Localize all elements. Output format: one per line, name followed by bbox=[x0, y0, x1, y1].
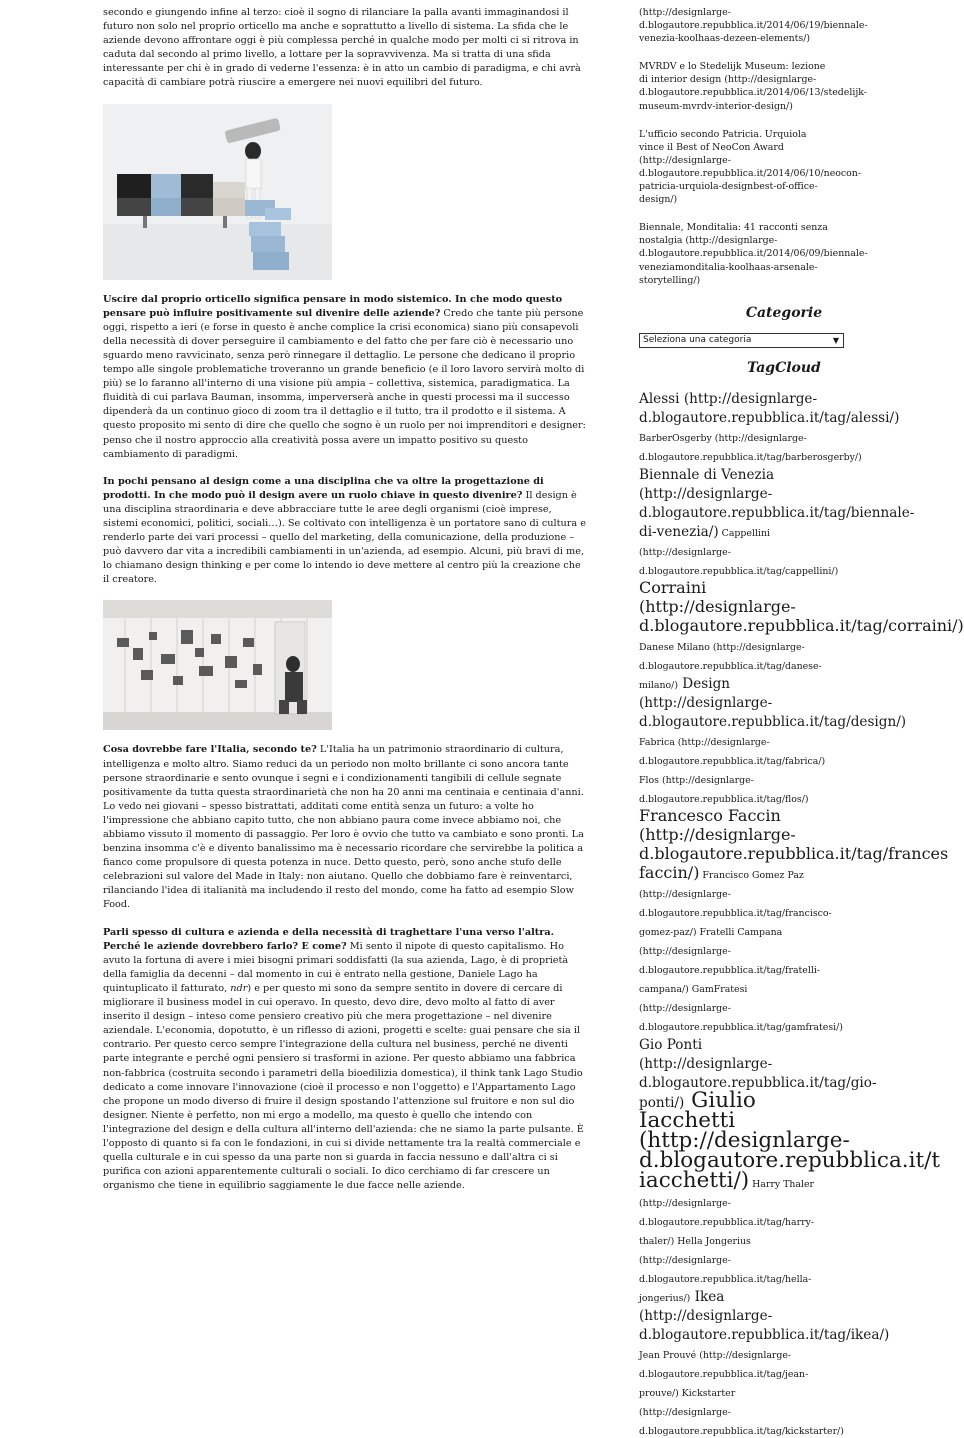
paragraph-text: secondo e giungendo infine al terzo: cioè il sogno di rilanciare la palla avanti immaginandosi il futuro non solo nel proprio orticello ma anche e soprattutto a livello di sistema. La sfida che le aziende devono affrontare oggi è più complessa perché in qualche modo per molti ci si ritrova in caduta dal secondo al primo livello, a lottare per la sopravvivenza. Ma si tratta di una sfida interessante per chi è in grado di vederne l'essenza: è in atto un cambio di paradigma, e chi avrà capacità di cambiare potrà riuscire a emergere nei nuovi equilibri del futuro. bbox=[103, 7, 581, 89]
tag-link[interactable]: Gio Ponti (http://designlarge- d.blogautore.repubblica.it/tag/gio- ponti/) bbox=[639, 1036, 877, 1111]
question: Cosa dovrebbe fare l'Italia, secondo te? bbox=[103, 744, 317, 756]
tag-link[interactable]: BarberOsgerby (http://designlarge- d.blogautore.repubblica.it/tag/barberosgerby/) bbox=[639, 432, 862, 463]
recent-post-link[interactable]: MVRDV e lo Stedelijk Museum: lezione di interior design (http://designlarge- d.blogautore.repubblica.it/2014/06/13/stedelijk- museum-mvrdv-interior-design/) bbox=[639, 61, 867, 112]
tagcloud-heading: TagCloud bbox=[747, 359, 821, 376]
paragraph bbox=[103, 475, 589, 588]
paragraph bbox=[103, 293, 589, 462]
tag-link[interactable]: Jean Prouvé (http://designlarge- d.blogautore.repubblica.it/tag/jean- prouve/) Kickstarter (http://designlarge- d.blogautore.repubblica.it/tag/kickstarter/) bbox=[639, 1349, 844, 1437]
wall-photo bbox=[103, 600, 332, 730]
wall-illustration bbox=[103, 600, 332, 730]
categories-heading: Categorie bbox=[745, 304, 823, 321]
tag-link[interactable]: Ikea (http://designlarge- d.blogautore.repubblica.it/tag/ikea/) bbox=[639, 1288, 890, 1343]
editor-note: ndr bbox=[230, 982, 248, 994]
article-body bbox=[103, 6, 589, 1206]
tag-link[interactable]: Cappellini (http://designlarge- d.blogautore.repubblica.it/tag/cappellini/) bbox=[639, 527, 839, 577]
paragraph bbox=[103, 6, 589, 91]
tag-link[interactable]: Corraini (http://designlarge- d.blogautore.repubblica.it/tag/corraini/) bbox=[639, 577, 964, 635]
recent-post-link[interactable]: L'ufficio secondo Patricia. Urquiola vince il Best of NeoCon Award (http://designlarge- d.blogautore.repubblica.it/2014/06/10/neocon- patricia-urquiola-designbest-of-office- design/) bbox=[639, 128, 862, 206]
sidebar bbox=[639, 6, 964, 1438]
answer: Mi sento il nipote di questo capitalismo. Ho avuto la fortuna di avere i miei bisogni primari soddisfatti (la sua azienda, Lago, è di proprietà della famiglia da decenni – dal momento in cui è entrato nella gestione, Daniele Lago ha quintuplicato il fatturato, bbox=[103, 940, 569, 994]
tag-cloud bbox=[639, 388, 964, 1438]
answer: Il design è una disciplina straordinaria e deve abbracciare tutte le aree degli organismi (cioè imprese, sistemi economici, politici, sociali…). Se coltivato con intelligenza è un portatore sano di cultura e renderlo parte dei vari processi – quello del marketing, della comunicazione, della produzione – può davvero dar vita a incredibili cambiamenti in un'azienda, ad esempio. Alcuni, più bravi di me, lo chiamano design thinking e per come lo intendo io deve mettere al centro più la creazione che il creatore. bbox=[103, 489, 586, 586]
question: Parli spesso di cultura e azienda e della necessità di traghettare l'una verso l'altra. Perché le aziende dovrebbero farlo? E come? bbox=[103, 926, 555, 952]
tag-link[interactable]: Giulio Iacchetti (http://designlarge- d.blogautore.repubblica.it/t iacchetti/) bbox=[639, 1087, 941, 1193]
recent-post-link[interactable]: (http://designlarge- d.blogautore.repubblica.it/2014/06/19/biennale- venezia-koolhaas-dezeen-elements/) bbox=[639, 7, 868, 45]
question: In pochi pensano al design come a una disciplina che va oltre la progettazione di prodotti. In che modo può il design avere un ruolo chiave in questo divenire? bbox=[103, 475, 544, 501]
category-select[interactable] bbox=[639, 333, 844, 348]
dropdown-arrow-icon: ▼ bbox=[832, 335, 839, 345]
paragraph bbox=[103, 743, 589, 912]
paragraph bbox=[103, 926, 589, 1194]
tag-link[interactable]: Danese Milano (http://designlarge- d.blogautore.repubblica.it/tag/danese- milano/) bbox=[639, 641, 822, 691]
tag-link[interactable]: Harry Thaler (http://designlarge- d.blogautore.repubblica.it/tag/harry- thaler/) Hella Jongerius (http://designlarge- d.blogautore.repubblica.it/tag/hella- jongerius/) bbox=[639, 1178, 815, 1304]
tag-link[interactable]: Francisco Gomez Paz (http://designlarge- d.blogautore.repubblica.it/tag/francisco- gomez-paz/) Fratelli Campana (http://designlarge- d.blogautore.repubblica.it/tag/fratelli- campana/) GamFratesi (http://designlarge- d.blogautore.repubblica.it/tag/gamfratesi/) bbox=[639, 869, 843, 1033]
tag-link[interactable]: Alessi (http://designlarge- d.blogautore.repubblica.it/tag/alessi/) bbox=[639, 390, 900, 426]
category-select-value: Seleziona una categoria bbox=[643, 334, 752, 345]
answer: ) e per questo mi sono da sempre sentito in dovere di cercare di migliorare il business model in cui operavo. In questo, devo dire, devo molto al fatto di aver inserito il design – inteso come pensiero creativo più che mera progettazione – nel divenire aziendale. L'economia, dopotutto, è un riflesso di azioni, progetti e scelte: guai pensare che sia il contrario. Per questo cerco sempre l'integrazione della cultura nel business, perché ne diventi parte integrante e perché ogni pensiero si trasformi in azione. Per questo abbiamo una fabbrica non-fabbrica (costruita secondo i parametri della bioedilizia domestica), il think tank Lago Studio dedicato a come innovare l'innovazione (cioè il processo e non l'oggetto) e l'Appartamento Lago che propone un modo diverso di fruire il design spostando l'attenzione sul fruitore e non sul dio designer. Niente è perfetto, non mi ergo a modello, ma questo è quello che intendo con l'integrazione del design e della cultura all'interno dell'azienda: che ne siamo la parte pulsante. È l'opposto di quanto si fa con le fondazioni, in cui si divide nettamente tra la realtà commerciale e quella culturale e in cui spesso da una parte non si guarda in faccia nessuno e dall'altra ci si purifica con azioni apparentemente culturali o sociali. Io dico cerchiamo di far crescere un organismo che tiene in equilibrio saggiamente le due facce nelle aziende. bbox=[103, 982, 584, 1192]
answer: Credo che tante più persone oggi, rispetto a ieri (e forse in questo è anche complice la crisi economica) siano più consapevoli della necessità di dover perseguire il cambiamento e del fatto che per fare ciò è necessario uno sguardo meno ravvicinato, senza però rinnegare il dettaglio. Le persone che dedicano il proprio tempo alle singole problematiche troveranno un grande beneficio (e il loro lavoro servirà molto di più) se lo faranno all'interno di una visione più ampia – collettiva, sistemica, paradigmatica. La fluidità di cui parlava Bauman, insomma, imperverserà anche in questi processi ma il successo dipenderà da un continuo gioco di zoom tra il dettaglio e il tutto, tra il prodotto e il sistema. A questo proposito mi sento di dire che quello che sogno è un ruolo per noi imprenditori e designer: penso che il nostro approccio alla creatività possa avere un impatto positivo su questo cambiamento di paradigmi. bbox=[103, 307, 586, 460]
recent-post-link[interactable]: Biennale, Monditalia: 41 racconti senza nostalgia (http://designlarge- d.blogautore.repubblica.it/2014/06/09/biennale- veneziamonditalia-koolhaas-arsenale- storytelling/) bbox=[639, 222, 868, 286]
tag-link[interactable]: Design (http://designlarge- d.blogautore.repubblica.it/tag/design/) bbox=[639, 675, 907, 730]
answer: L'Italia ha un patrimonio straordinario di cultura, intelligenza e molto altro. Siamo reduci da un periodo non molto brillante ci sono ancora tante persone straordinarie e sento ovunque i segni e i condizionamenti tangibili di cellule segnate positivamente da tutta questa straordinarietà che non ha 20 anni ma centinaia e centinaia d'anni. Lo vedo nei giovani – spesso bistrattati, additati come entità senza un futuro: a volte ho l'impressione che abbiano capito tutto, che non abbiano paura come invece abbiamo noi, che abbiamo vissuto il momento di passaggio. Per loro è ovvio che tutto va cambiato e sono pronti. La benzina insomma c'è e divento banalissimo ma è necessario ricordare che servirebbe la politica a fianco come propulsore di questa potenza in nuce. Detto questo, però, sono anche stufo delle celebrazioni sul valore del Made in Italy: non aiutano. Quello che dobbiamo fare è reinventarci, rilanciando l'idea di italianità ma includendo il resto del mondo, come ha fatto ad esempio Slow Food. bbox=[103, 744, 584, 911]
tag-link[interactable]: Biennale di Venezia (http://designlarge- d.blogautore.repubblica.it/tag/biennale- di-venezia/) bbox=[639, 466, 915, 540]
question: Uscire dal proprio orticello significa pensare in modo sistemico. In che modo questo pensare può influire positivamente sul divenire delle aziende? bbox=[103, 293, 563, 319]
tag-link[interactable]: Francesco Faccin (http://designlarge- d.blogautore.repubblica.it/tag/frances faccin/) bbox=[639, 805, 949, 882]
sofa-illustration bbox=[103, 104, 332, 280]
sofa-photo bbox=[103, 104, 332, 280]
tag-link[interactable]: Fabrica (http://designlarge- d.blogautore.repubblica.it/tag/fabrica/) Flos (http://designlarge- d.blogautore.repubblica.it/tag/flos/) bbox=[639, 736, 826, 805]
